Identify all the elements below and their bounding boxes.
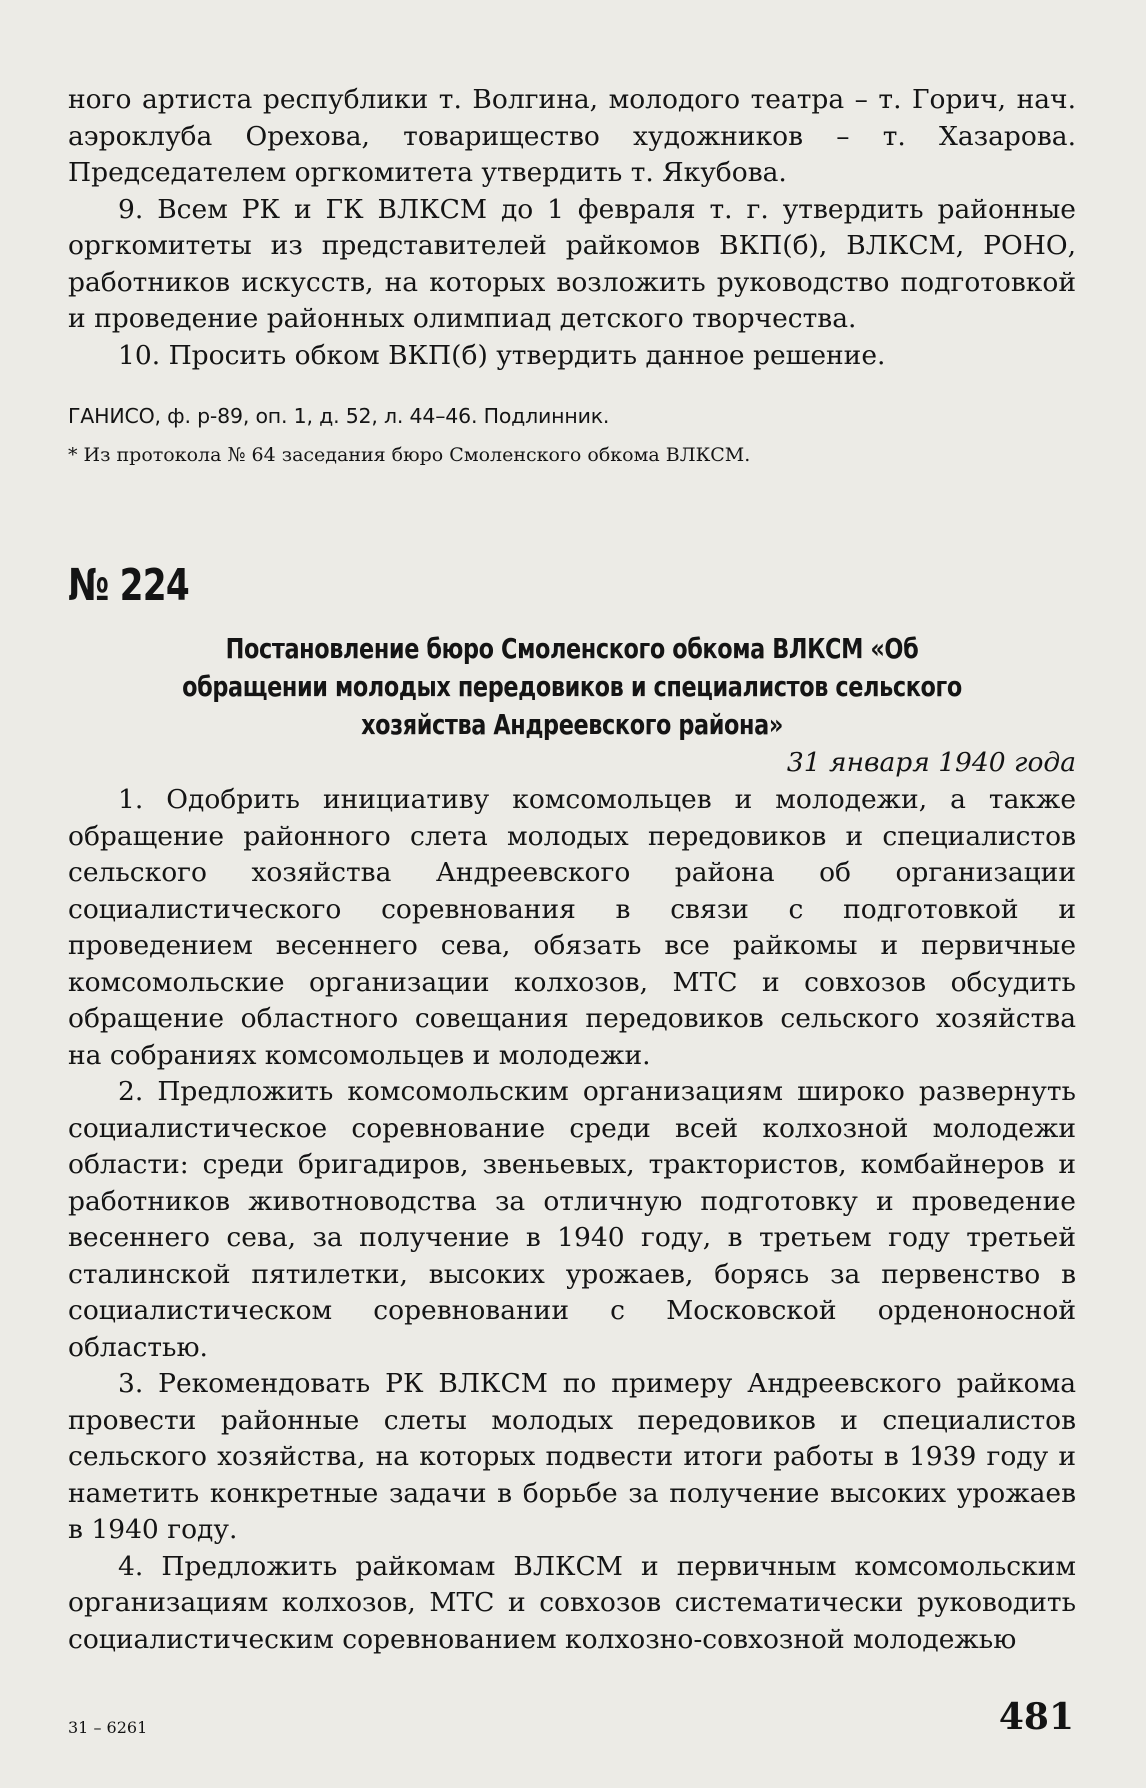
page-content [68, 82, 1076, 1658]
document-number: № 224 [68, 560, 189, 611]
paragraph-item-10: 10. Просить обком ВКП(б) утвердить данное решение. [118, 339, 886, 371]
archive-source: ГАНИСО, ф. р-89, оп. 1, д. 52, л. 44–46. Подлинник. [68, 404, 610, 428]
document-item-4: 4. Предложить райкомам ВЛКСМ и первичным комсомольским организациям колхозов, МТС и совхозов систематически руководить социалистическим соревнованием колхозно-совхозной молодежью [68, 1550, 1076, 1655]
document-item-1: 1. Одобрить инициативу комсомольцев и молодежи, а также обращение районного слета молодых передовиков и специалистов сельского хозяйства Андреевского района об организации социалистического соревнования в связи с подготовкой и проведением весеннего сева, обязать все райкомы и первичные комсомольские организации колхозов, МТС и совхозов обсудить обращение областного совещания передовиков сельского хозяйства на собраниях комсомольцев и молодежи. [68, 784, 1076, 1071]
footnote: * Из протокола № 64 заседания бюро Смоленского обкома ВЛКСМ. [68, 444, 751, 466]
signature-mark: 31 – 6261 [68, 1718, 148, 1737]
document-item-2: 2. Предложить комсомольским организациям широко развернуть социалистическое соревнование среди всей колхозной молодежи области: среди бригадиров, звеньевых, трактористов, комбайнеров и работников животноводства за отличную подготовку и проведение весеннего сева, за получение в 1940 году, в третьем году третьей сталинской пятилетки, высоких урожаев, борясь за первенство в социалистическом соревновании с Московской орденоносной областью. [68, 1076, 1076, 1363]
document-item-3: 3. Рекомендовать РК ВЛКСМ по примеру Андреевского райкома провести районные слеты молодых передовиков и специалистов сельского хозяйства, на которых подвести итоги работы в 1939 году и наметить конкретные задачи в борьбе за получение высоких урожаев в 1940 году. [68, 1368, 1076, 1545]
paragraph-item-9: 9. Всем РК и ГК ВЛКСМ до 1 февраля т. г. утвердить районные оргкомитеты из представителей райкомов ВКП(б), ВЛКСМ, РОНО, работников искусств, на которых возложить руководство подготовкой и проведение районных олимпиад детского творчества. [68, 193, 1076, 334]
document-title: Постановление бюро Смоленского обкома ВЛКСМ «Об обращении молодых передовиков и специалистов сельского хозяйства Андреевского района» [182, 632, 962, 741]
paragraph-continuation: ного артиста республики т. Волгина, молодого театра – т. Горич, нач. аэроклуба Орехова, товарищество художников – т. Хазарова. Председателем оргкомитета утвердить т. Якубова. [68, 84, 1076, 188]
page-number: 481 [998, 1696, 1074, 1738]
document-date: 31 января 1940 года [786, 747, 1076, 778]
